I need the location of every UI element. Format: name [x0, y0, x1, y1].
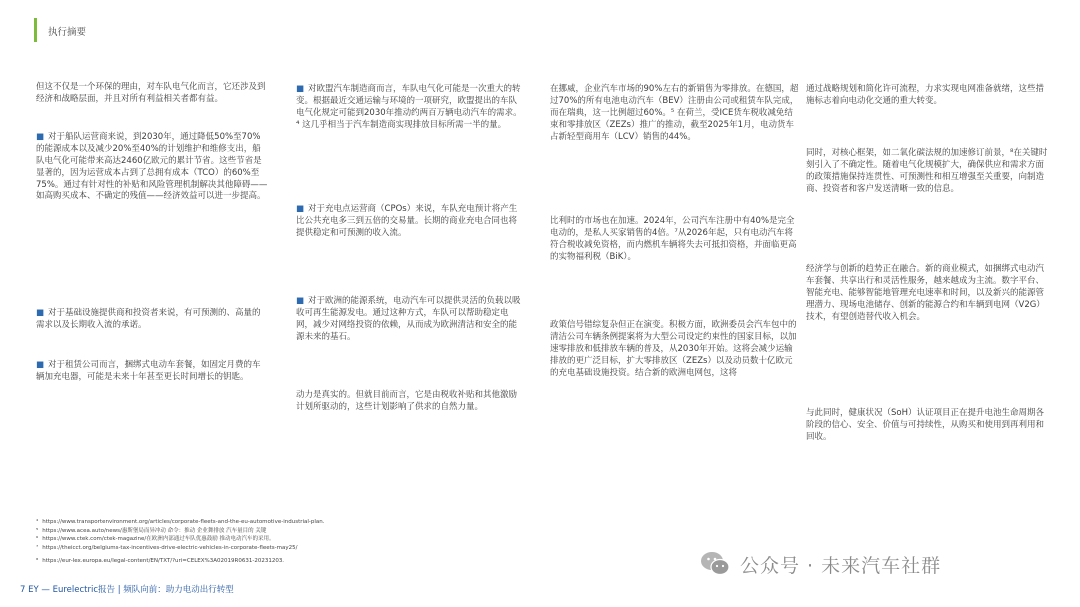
bullet-paragraph: ■ 对于租赁公司而言，捆绑式电动车套餐，如固定月费的车辆加充电器，可能是未来十年甚至更长时间增长的钥匙。: [36, 360, 261, 382]
paragraph: 动力是真实的。但就目前而言，它是由税收补贴和其他激励计划所驱动的，这些计划影响了供求的自然力量。: [296, 390, 518, 412]
header-accent-bar: [34, 18, 37, 42]
paragraph: 通过战略规划和简化许可流程，力求实现电网准备就绪，这些措施标志着向电动化交通的重大转变。: [806, 84, 1045, 106]
watermark: [700, 547, 941, 581]
bullet-paragraph: ■ 对于基础设施提供商和投资者来说，有可预测的、高量的需求以及长期收入流的承诺。: [36, 308, 261, 330]
footnote: ⁷ https://theicct.org/belgiums-tax-incentives-drive-electric-vehicles-in-corporate-fleets-may25/: [36, 544, 298, 551]
bullet-paragraph: ■ 对于船队运营商来说，到2030年，通过降低50%至70%的能源成本以及减少20%至40%的计划维护和维修支出，船队电气化可能带来高达2460亿欧元的累计节省。这些节省是显著的，因为运营成本占到了总拥有成本（TCO）的60%至75%。通过有针对性的补贴和风险管理机制解决其他障碍——如高购买成本、不确定的残值——经济效益可以进一步提高。: [36, 132, 268, 202]
bullet-icon: ■: [296, 204, 305, 214]
section-title: 执行摘要: [48, 27, 87, 38]
footnote: ⁴ https://www.transportenvironment.org/articles/corporate-fleets-and-the-eu-automotive-industrial-plan.: [36, 519, 325, 525]
paragraph: 经济学与创新的趋势正在融合。新的商业模式，如捆绑式电动汽车套餐、共享出行和灵活性服务，越来越成为主流。数字平台、智能充电、能够智能地管理充电速率和时间，以及新兴的能源管理潜力、现场电池储存、创新的能源合约和车辆到电网（V2G）技术，有望创造替代收入机会。: [806, 264, 1045, 322]
footnote: ⁸ https://eur-lex.europa.eu/legal-content/EN/TXT/?uri=CELEX%3A02019R0631-20231203.: [36, 558, 285, 565]
paragraph: 政策信号错综复杂但正在演变。积极方面，欧洲委员会汽车包中的清洁公司车辆条例提案将为大型公司设定约束性的国家目标，以加速零排放和低排放车辆的普及，从2030年开始。这将会减少运输排放的更广泛目标，扩大零排放区（ZEZs）以及动员数十亿欧元的充电基础设施投资。结合新的欧洲电网包，这将: [550, 320, 797, 378]
paragraph: 但这不仅是一个环保的理由，对车队电气化而言，它还涉及到经济和战略层面，并且对所有利益相关者都有益。: [36, 82, 266, 104]
bullet-icon: ■: [36, 360, 45, 370]
bullet-icon: ■: [296, 296, 305, 306]
wechat-icon: [700, 550, 730, 578]
bullet-icon: ■: [36, 308, 45, 318]
bullet-icon: ■: [296, 84, 305, 94]
paragraph: 比利时的市场也在加速。2024年，公司汽车注册中有40%是完全电动的，是私人买家销售的4倍。⁷从2026年起，只有电动汽车将符合税收减免资格，而内燃机车辆将失去可抵扣资格，并面临更高的实物福利税（BiK）。: [550, 216, 797, 262]
paragraph: 同时，对核心框架，如二氧化碳法规的加速修订前景，⁸在关键时刻引入了不确定性。随着电气化规模扩大，确保供应和需求方面的政策措施保持连贯性、可预测性和相互增强至关重要，向制造商、投资者和客户发送清晰一致的信息。: [806, 148, 1048, 194]
paragraph: 与此同时，健康状况（SoH）认证项目正在提升电池生命周期各阶段的信心、安全、价值与可持续性，从购买和使用到再利用和回收。: [806, 408, 1045, 442]
watermark-text: 公众号 · 未来汽车社群: [740, 554, 942, 577]
footnote: ⁵ https://www.acea.auto/news/惠斯堡局而异冲动 命令：推动 企业舞排放 汽车量目的 关键: [36, 527, 267, 534]
bullet-icon: ■: [36, 132, 45, 142]
bullet-paragraph: ■ 对于充电点运营商（CPOs）来说，车队充电预计将产生比公共充电多三到五倍的交易量。长期的商业充电合同也将提供稳定和可预测的收入流。: [296, 204, 518, 238]
paragraph: 在挪威，企业汽车市场的90%左右的新销售为零排放。在德国，超过70%的所有电池电动汽车（BEV）注册由公司或租赁车队完成，而在瑞典，这一比例超过60%。⁵ 在荷兰，受ICE货车税收减免结束和零排放区（ZEZs）推广的推动，截至2025年1月，电动货车占新轻型商用车（LCV）销售的44%。: [550, 84, 799, 142]
bullet-paragraph: ■ 对欧盟汽车制造商而言，车队电气化可能是一次重大的转变。根据最近交通运输与环境的一项研究，欧盟提出的车队电气化规定可能到2030年推动约两百万辆电动汽车的需求。⁴ 这几乎相当于汽车制造商实现排放目标所需一半的量。: [296, 84, 522, 130]
footnote: ⁶ https://www.ctek.com/ctek-magazine/在欧洲内部通过车队优惠鼓励 推动电动汽车的采用。: [36, 536, 275, 543]
page-footer: 7 EY — Eurelectric报告 | 频队向前：助力电动出行转型: [20, 585, 234, 595]
bullet-paragraph: ■ 对于欧洲的能源系统，电动汽车可以提供灵活的负载以吸收可再生能源发电。通过这种方式，车队可以帮助稳定电网，减少对网络投资的依赖，从而成为欧洲清洁和安全的能源未来的基石。: [296, 296, 521, 342]
footnotes: [36, 518, 325, 566]
